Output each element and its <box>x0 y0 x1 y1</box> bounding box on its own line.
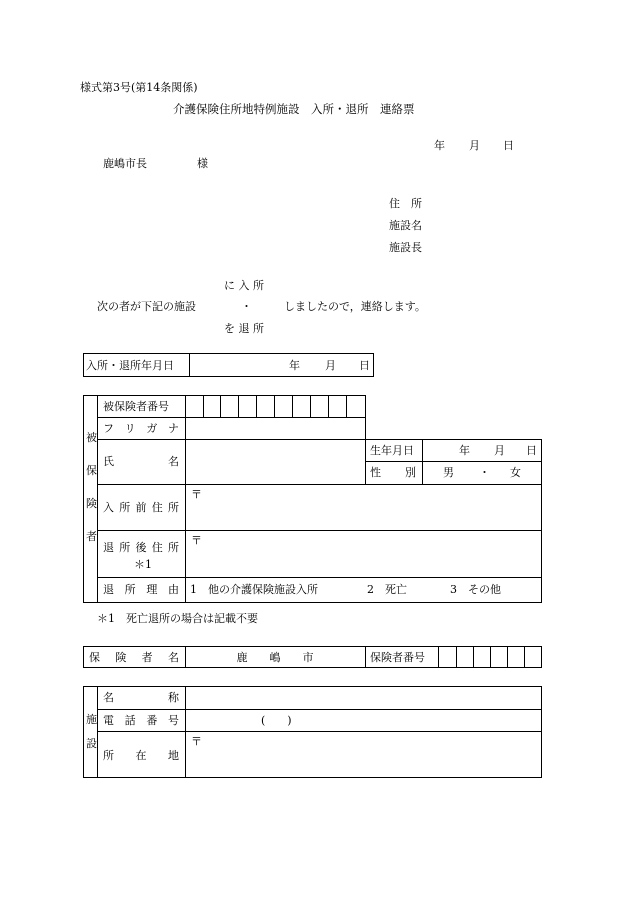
addressee-honorific: 様 <box>197 157 208 170</box>
sender-facility-name-label: 施設名 <box>389 219 422 232</box>
entry-date-year: 年 <box>289 358 300 372</box>
insured-side-label-3: 険 <box>86 497 97 510</box>
facility-side-label-2: 設 <box>86 737 97 750</box>
date-year-label: 年 <box>434 139 445 152</box>
prev-address-label: 入 所 前 住 所 <box>103 500 179 514</box>
insurer-name-label: 保 険 者 名 <box>89 650 179 664</box>
notice-prefix: 次の者が下記の施設 <box>97 300 196 313</box>
name-label: 氏 名 <box>103 455 179 468</box>
addressee: 鹿嶋市長 <box>103 157 147 170</box>
after-address-note: ＊1 <box>134 558 152 571</box>
insurer-number-label: 保険者番号 <box>370 650 425 664</box>
insurer-city: 鹿 嶋 市 <box>236 650 314 664</box>
entry-date-day: 日 <box>359 358 370 372</box>
notice-option-exit: を 退 所 <box>224 322 264 335</box>
birth-day: 日 <box>526 443 537 457</box>
form-number: 様式第3号(第14条関係) <box>80 81 198 94</box>
entry-date-label: 入所・退所年月日 <box>86 358 174 372</box>
birth-year: 年 <box>459 443 470 457</box>
facility-postal-mark: 〒 <box>191 735 202 748</box>
sender-facility-head-label: 施設長 <box>389 241 422 254</box>
prev-address-postal-mark: 〒 <box>191 488 202 501</box>
exit-reason-option-3[interactable]: 3 その他 <box>450 583 501 596</box>
insured-number-label: 被保険者番号 <box>103 399 169 413</box>
document-title: 介護保険住所地特例施設 入所・退所 連絡票 <box>173 102 415 116</box>
birth-month: 月 <box>494 443 505 457</box>
gender-male[interactable]: 男 <box>443 466 454 479</box>
gender-dot: ・ <box>479 466 490 479</box>
entry-date-month: 月 <box>325 358 336 372</box>
facility-phone-label: 電 話 番 号 <box>103 713 179 727</box>
insured-side-label-2: 保 <box>86 464 97 477</box>
exit-reason-option-1[interactable]: 1 他の介護保険施設入所 <box>190 583 318 596</box>
insured-side-label-4: 者 <box>86 530 97 543</box>
footnote: ＊1 死亡退所の場合は記載不要 <box>97 612 258 625</box>
notice-middle-dot: ・ <box>241 300 252 313</box>
gender-label: 性 別 <box>370 466 416 479</box>
date-day-label: 日 <box>503 139 514 152</box>
birth-date-label: 生年月日 <box>370 443 414 457</box>
facility-name-label: 名 称 <box>103 691 179 704</box>
notice-option-enter: に 入 所 <box>224 279 264 292</box>
gender-female[interactable]: 女 <box>510 466 521 479</box>
facility-location-label: 所 在 地 <box>103 748 179 762</box>
date-month-label: 月 <box>469 139 480 152</box>
exit-reason-option-2[interactable]: 2 死亡 <box>367 583 407 596</box>
insured-side-label-1: 被 <box>86 431 97 444</box>
facility-phone-parens[interactable]: ( ) <box>261 713 292 727</box>
facility-side-label-1: 施 <box>86 713 97 726</box>
sender-address-label: 住 所 <box>389 197 422 210</box>
exit-reason-label: 退 所 理 由 <box>103 583 179 596</box>
furigana-label: フ リ ガ ナ <box>103 421 179 435</box>
after-address-label: 退 所 後 住 所 <box>103 540 179 554</box>
after-address-postal-mark: 〒 <box>191 534 202 547</box>
notice-suffix: しましたので，連絡します。 <box>284 300 426 313</box>
